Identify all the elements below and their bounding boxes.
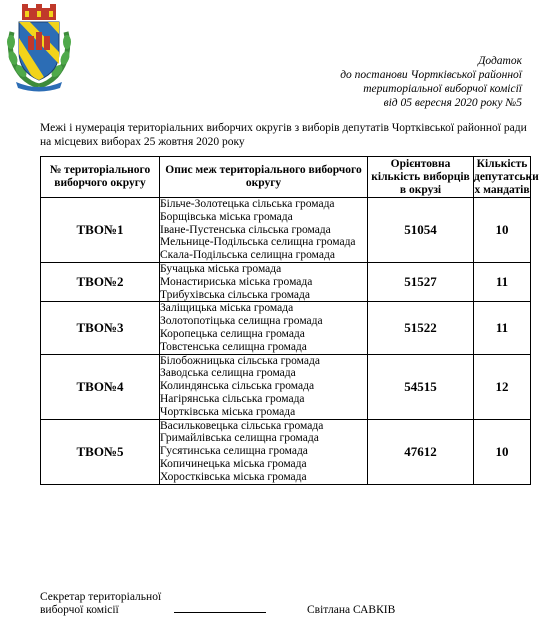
community-item: Борщівська міська громада [160, 210, 293, 223]
district-code: ТВО№3 [41, 302, 160, 354]
community-item: Мельнице-Подільська селищна громада [160, 236, 356, 249]
community-item: Товстенська селищна громада [160, 340, 307, 353]
heading-line: на місцевих виборах 25 жовтня 2020 року [40, 136, 245, 148]
district-code: ТВО№1 [41, 198, 160, 263]
district-code: ТВО№2 [41, 262, 160, 301]
community-item: Копичинецька міська громада [160, 457, 307, 470]
table-row [41, 419, 531, 484]
voters-count: 51527 [368, 262, 474, 301]
table-row [41, 262, 531, 301]
table-row [41, 198, 531, 263]
voters-count: 51054 [368, 198, 474, 263]
community-item: Гусятинська селищна громада [160, 445, 308, 458]
districts-table [40, 156, 539, 485]
mandates-count: 10 [474, 419, 531, 484]
community-item: Хоростківська міська громада [160, 470, 307, 483]
community-item: Заводська селищна громада [160, 367, 296, 380]
document-heading [40, 121, 540, 149]
secretary-line: Секретар територіальної [40, 591, 162, 603]
secretary-line: виборчої комісії [40, 604, 119, 616]
annex-line: територіальної виборчої комісії [363, 83, 522, 95]
district-communities [160, 302, 368, 354]
annex-reference [340, 54, 522, 110]
community-item: Білобожницька сільська громада [160, 354, 320, 367]
community-item: Васильковецька сільська громада [160, 419, 324, 432]
table-row [41, 354, 531, 419]
voters-count: 47612 [368, 419, 474, 484]
district-code: ТВО№4 [41, 354, 160, 419]
community-item: Монастириська міська громада [160, 275, 313, 288]
header-district-number: № територіального виборчого округу [41, 157, 160, 198]
header-boundaries: Опис меж територіального виборчого округу [160, 157, 368, 198]
district-communities [160, 419, 368, 484]
table-header-row [41, 157, 531, 198]
community-item: Більче-Золотецька сільська громада [160, 198, 335, 210]
community-item: Колиндянська сільська громада [160, 380, 315, 393]
mandates-count: 11 [474, 302, 531, 354]
district-communities [160, 262, 368, 301]
community-item: Нагірянська сільська громада [160, 392, 305, 405]
voters-count: 54515 [368, 354, 474, 419]
community-item: Трибухівська сільська громада [160, 288, 310, 301]
district-code: ТВО№5 [41, 419, 160, 484]
community-item: Гримайлівська селищна громада [160, 432, 319, 445]
district-communities [160, 198, 368, 263]
mandates-count: 11 [474, 262, 531, 301]
community-item: Чортківська міська громада [160, 405, 296, 418]
header-voters: Орієнтовна кількість виборців в окрузі [368, 157, 474, 198]
community-item: Іване-Пустенська сільська громада [160, 223, 331, 236]
district-communities [160, 354, 368, 419]
coat-of-arms-icon [4, 2, 74, 92]
community-item: Золотопотіцька селищна громада [160, 315, 323, 328]
annex-line: Додаток [478, 55, 522, 67]
mandates-count: 12 [474, 354, 531, 419]
heading-line: Межі і нумерація територіальних виборчих округів з виборів депутатів Чортківської районної ради [40, 122, 527, 134]
annex-line: до постанови Чортківської районної [340, 69, 522, 81]
community-item: Скала-Подільська селищна громада [160, 249, 335, 262]
header-mandates: Кількість депутатськи х мандатів [474, 157, 539, 196]
secretary-title [40, 591, 161, 617]
community-item: Коропецька селищна громада [160, 327, 305, 340]
mandates-count: 10 [474, 198, 531, 263]
signature-line [174, 612, 266, 613]
community-item: Бучацька міська громада [160, 262, 282, 275]
community-item: Заліщицька міська громада [160, 302, 294, 315]
voters-count: 51522 [368, 302, 474, 354]
table-row [41, 302, 531, 354]
annex-line: від 05 вересня 2020 року №5 [383, 97, 522, 109]
signer-name: Світлана САВКІВ [307, 604, 396, 616]
